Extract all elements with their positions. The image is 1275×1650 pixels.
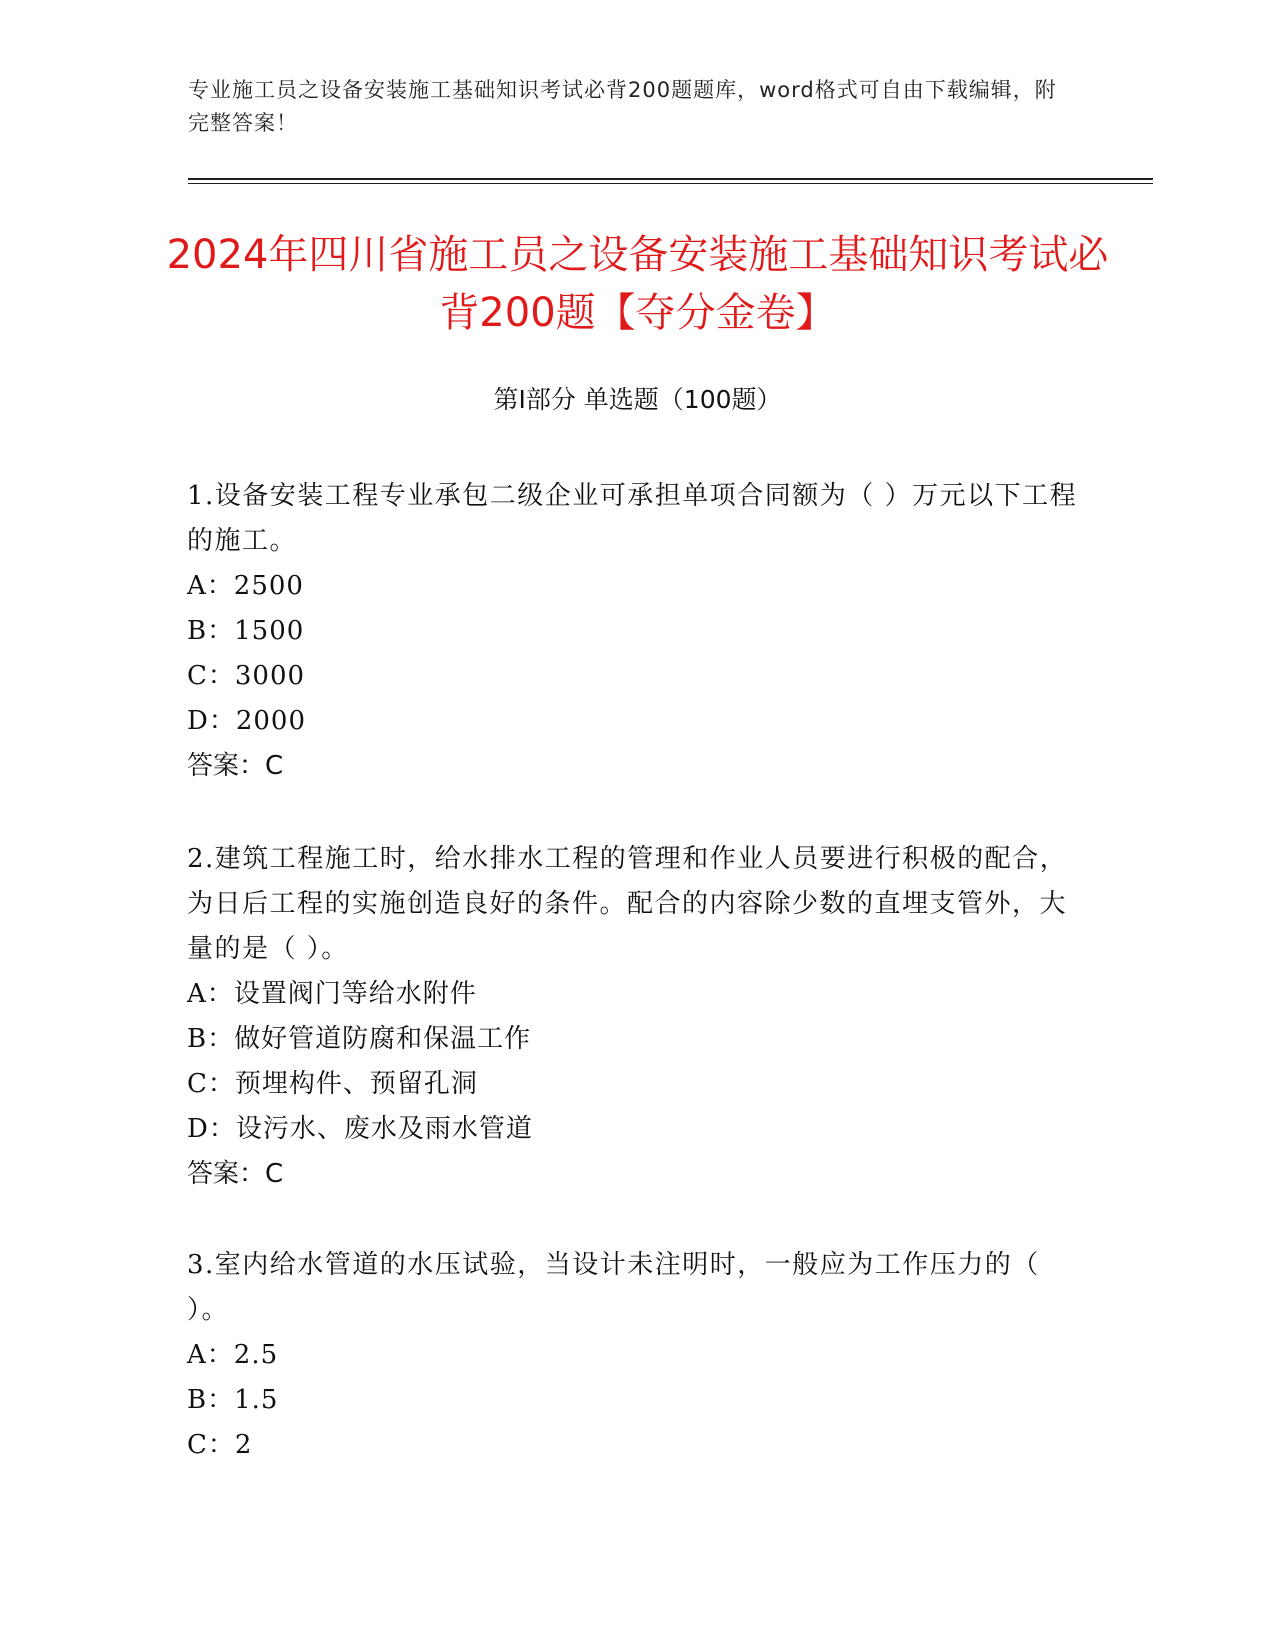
question-3 [187, 1243, 1082, 1468]
option-b: B：做好管道防腐和保温工作 [187, 1024, 532, 1054]
section-heading: 第Ⅰ部分 单选题（100题） [493, 385, 782, 414]
option-a: A：2.5 [187, 1340, 279, 1370]
answer: 答案：C [187, 751, 284, 781]
option-c: C：预埋构件、预留孔洞 [187, 1069, 478, 1099]
option-d: D：2000 [187, 706, 307, 736]
header-rule-thick [188, 178, 1153, 180]
option-d: D：设污水、废水及雨水管道 [187, 1114, 533, 1144]
question-stem: 2.建筑工程施工时，给水排水工程的管理和作业人员要进行积极的配合，为日后工程的实施创造良好的条件。配合的内容除少数的直埋支管外，大量的是（ ）。 [187, 844, 1068, 964]
document-title: 2024年四川省施工员之设备安装施工基础知识考试必背200题【夺分金卷】 [166, 232, 1109, 336]
option-b: B：1500 [187, 616, 305, 646]
answer: 答案：C [187, 1159, 284, 1189]
option-a: A：2500 [187, 571, 304, 601]
question-stem: 1.设备安装工程专业承包二级企业可承担单项合同额为（ ）万元以下工程的施工。 [187, 481, 1078, 556]
option-c: C：2 [187, 1430, 253, 1460]
question-stem: 3.室内给水管道的水压试验，当设计未注明时，一般应为工作压力的（ ）。 [187, 1250, 1040, 1325]
question-1 [187, 474, 1082, 789]
option-a: A：设置阀门等给水附件 [187, 979, 477, 1009]
option-c: C：3000 [187, 661, 306, 691]
question-2 [187, 837, 1082, 1197]
header-rule-thin [188, 183, 1153, 184]
option-b: B：1.5 [187, 1385, 279, 1415]
header-note: 专业施工员之设备安装施工基础知识考试必背200题题库，word格式可自由下载编辑，附完整答案！ [188, 78, 1057, 135]
